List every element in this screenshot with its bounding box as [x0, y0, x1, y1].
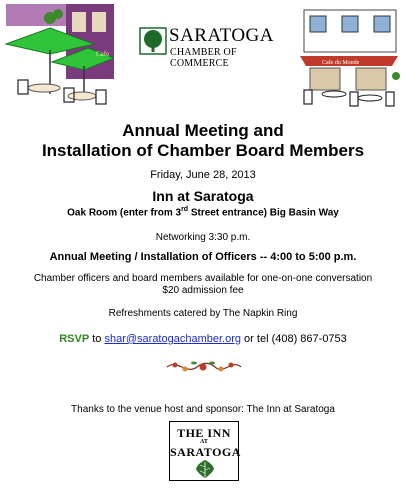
inn-logo-line2: AT	[200, 439, 208, 445]
venue-room	[0, 206, 406, 218]
officers-note	[0, 273, 406, 297]
event-title-line2: Installation of Chamber Board Members	[41, 141, 365, 160]
venue-name: Inn at Saratoga	[152, 188, 254, 204]
rsvp-phone: or tel (408) 867-0753	[241, 333, 347, 345]
event-title	[0, 121, 406, 161]
event-date: Friday, June 28, 2013	[150, 169, 256, 181]
refreshments-note: Refreshments catered by The Napkin Ring	[108, 308, 298, 319]
event-title-line1: Annual Meeting and	[122, 121, 284, 140]
rsvp-line	[0, 333, 406, 345]
venue-room-suffix: Street entrance) Big Basin Way	[188, 207, 339, 219]
officers-line: Chamber officers and board members available for one-on-one conversation	[33, 273, 373, 284]
cafe-storefront-illustration	[296, 6, 402, 110]
rsvp-email-link[interactable]: shar@saratogachamber.org	[104, 333, 241, 345]
inn-logo-line1: THE INN	[177, 426, 231, 440]
venue-room-prefix: Oak Room (enter from 3	[67, 207, 182, 219]
floral-ornament-divider	[163, 357, 243, 377]
chamber-name: SARATOGA	[169, 25, 275, 46]
annual-meeting-time: Annual Meeting / Installation of Officers -- 4:00 to 5:00 p.m.	[49, 251, 357, 263]
chamber-logo	[139, 25, 279, 69]
cafe-umbrellas-illustration	[4, 4, 114, 110]
inn-logo-line3: SARATOGA	[170, 445, 241, 459]
inn-at-saratoga-logo	[169, 421, 239, 481]
chamber-subtitle: CHAMBER OF COMMERCE	[170, 47, 237, 69]
rsvp-label: RSVP	[59, 333, 90, 345]
sponsor-thanks: Thanks to the venue host and sponsor: The Inn at Saratoga	[71, 404, 335, 415]
oak-tree-icon	[139, 27, 167, 55]
admission-fee: $20 admission fee	[162, 285, 244, 296]
networking-time: Networking 3:30 p.m.	[155, 232, 251, 243]
rsvp-to: to	[89, 333, 105, 345]
cafe-sign-left: Cafe	[96, 50, 110, 58]
oak-leaf-icon	[194, 459, 216, 479]
cafe-sign-right: Cafe du Monde	[322, 60, 360, 66]
venue-room-sup: rd	[181, 206, 189, 213]
